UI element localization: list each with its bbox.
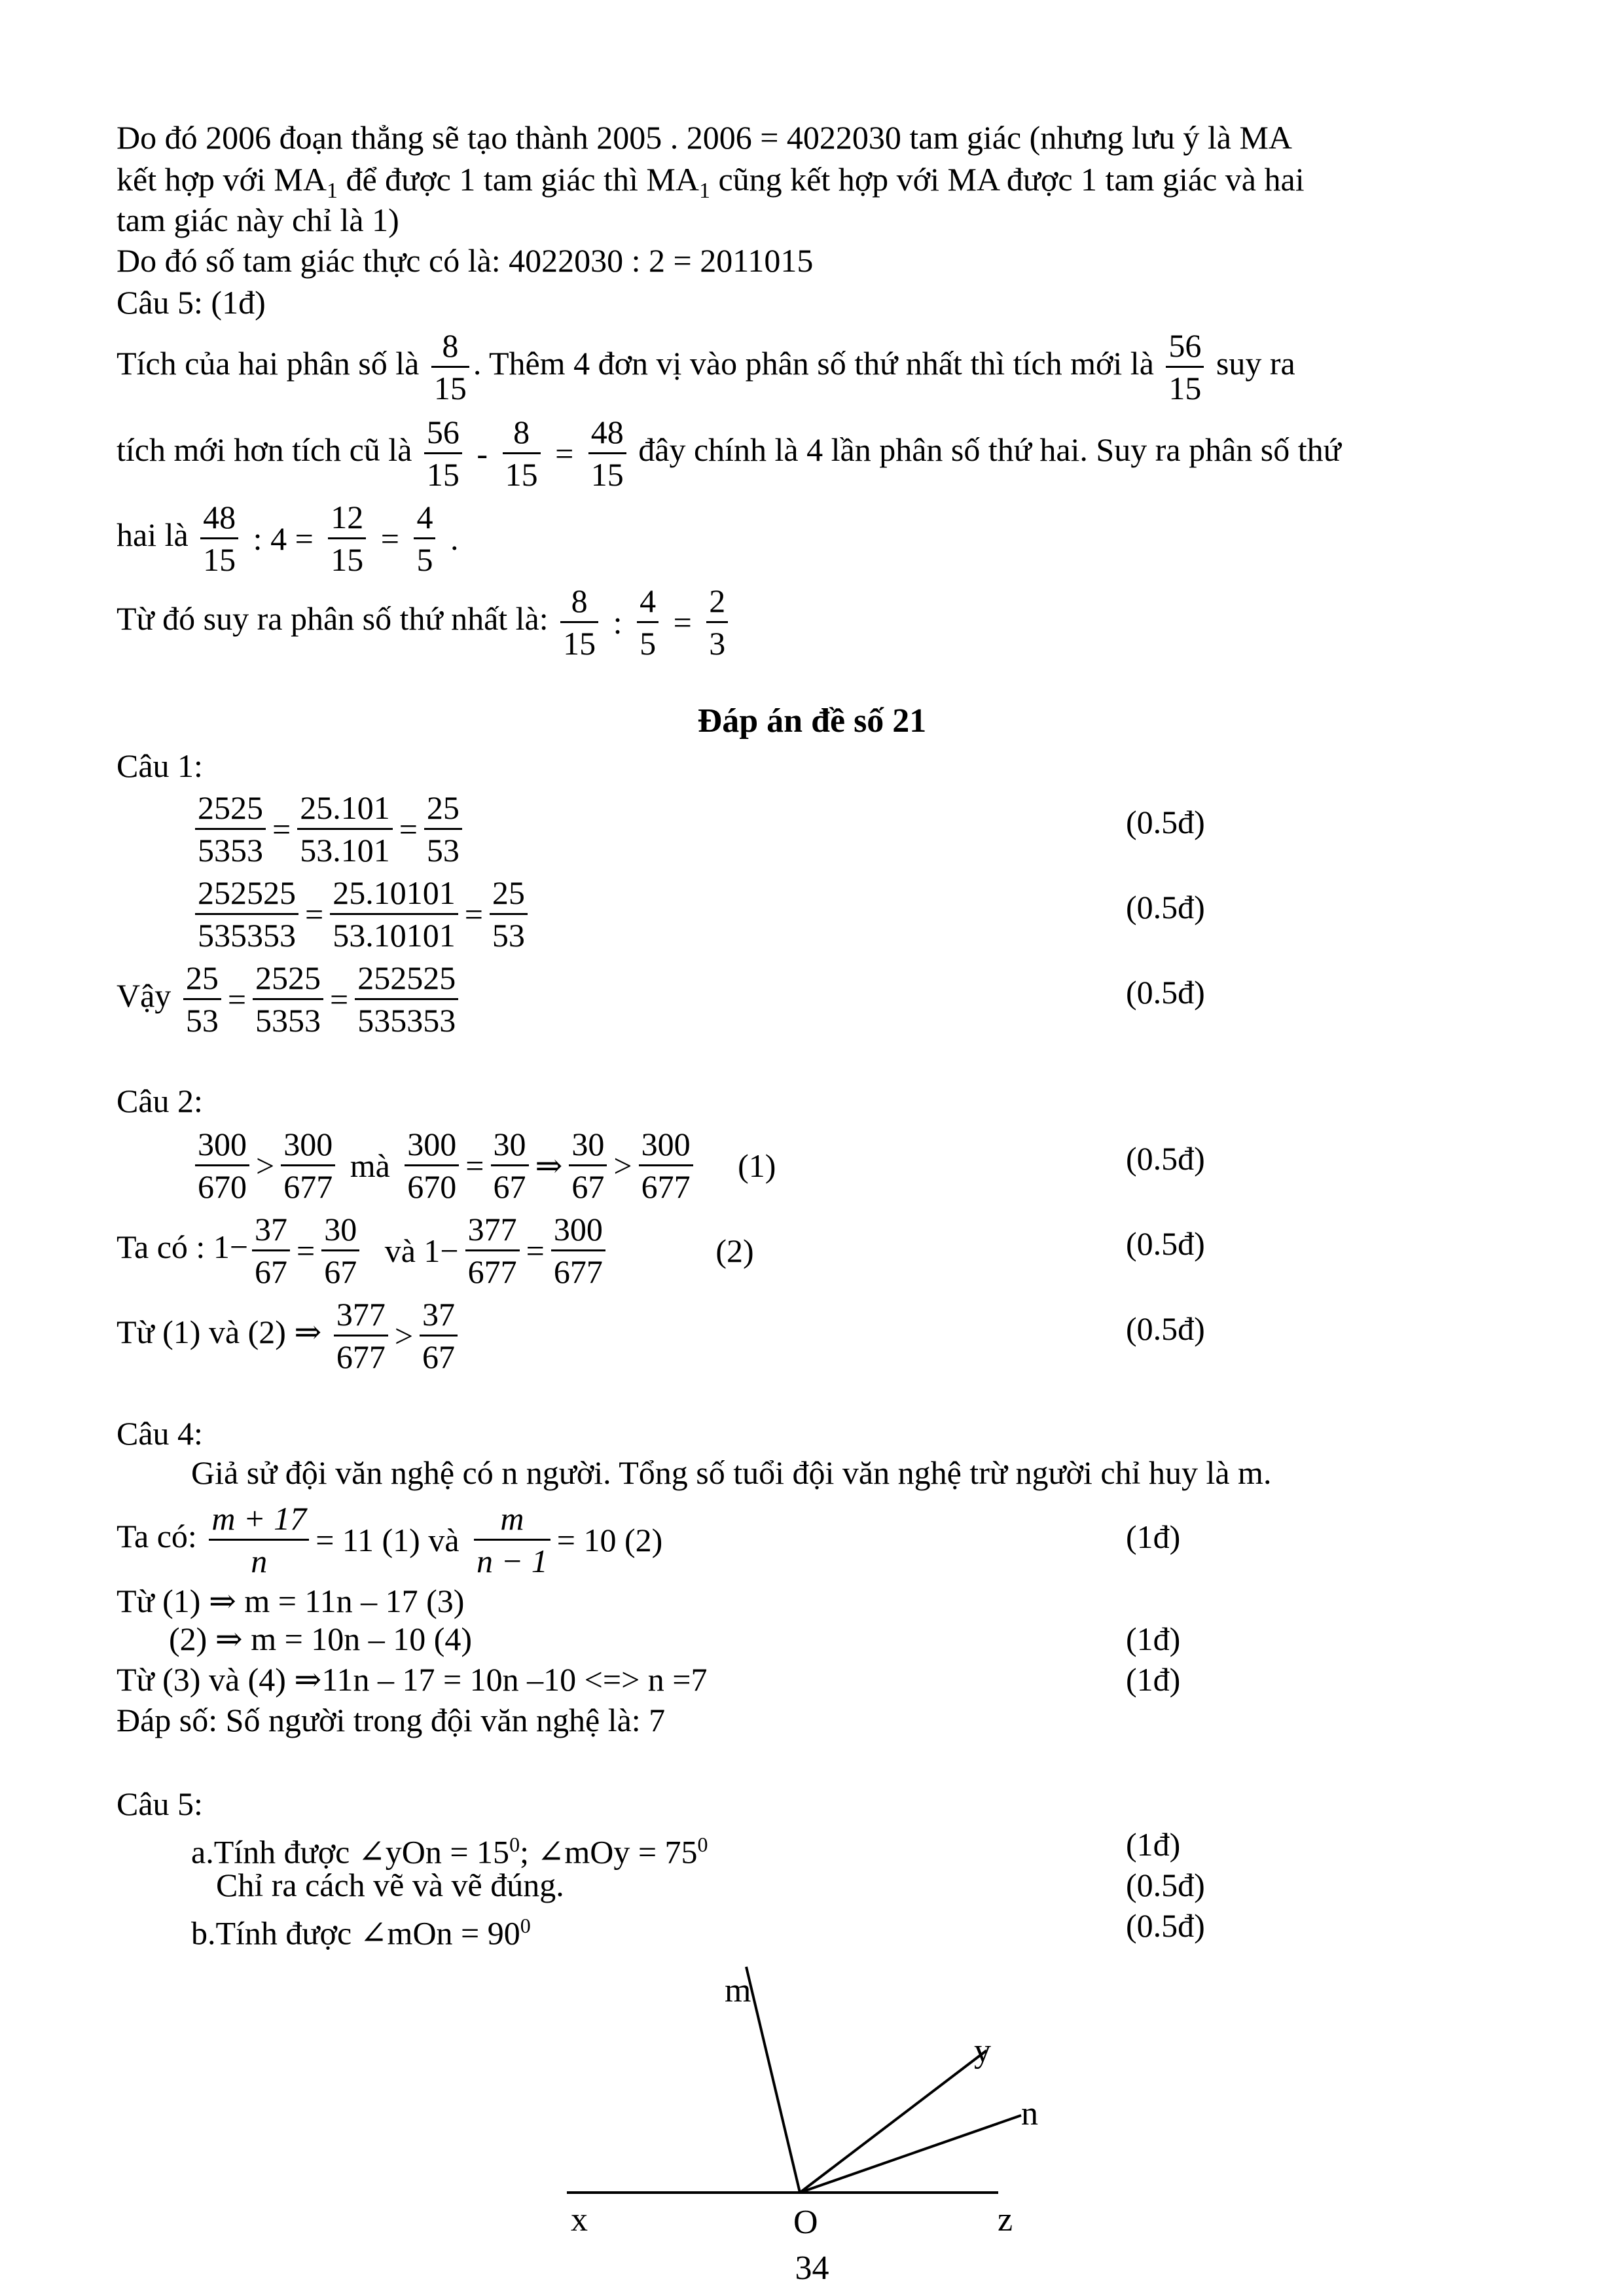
text-line: Từ (1) ⇒ m = 11n – 17 (3) <box>117 1583 465 1619</box>
points-label: (0.5đ) <box>1126 1907 1205 1944</box>
equation-row: Vậy $\frac{25}{53}$ = $\frac{2525}{5353}$ = $\frac{252525}{535353}$ <box>117 953 462 1042</box>
fraction: $\frac{4}{5}$ <box>637 584 659 660</box>
points-label: (0.5đ) <box>1126 1225 1205 1262</box>
points-label: (0.5đ) <box>1126 804 1205 840</box>
points-label: (1đ) <box>1126 1621 1181 1657</box>
fraction: $\frac{8}{15}$ <box>560 584 598 660</box>
fraction: $\frac{4}{5}$ <box>414 501 435 576</box>
text-line: Do đó 2006 đoạn thẳng sẽ tạo thành 2005 . 2006 = 4022030 tam giác (nhưng lưu ý là MA <box>117 119 1293 156</box>
fraction: $\frac{2}{3}$ <box>706 584 728 660</box>
equation-row: $\frac{2525}{5353}$ = $\frac{25.101}{53.101}$ = $\frac{25}{53}$ <box>191 783 466 872</box>
equation-row: Từ (1) và (2) ⇒ $\frac{377}{677}$ > $\frac{37}{67}$ <box>117 1289 461 1378</box>
points-label: (1đ) <box>1126 1518 1181 1555</box>
text-line-with-fractions: tích mới hơn tích cũ là $\frac{56}{15}$ - $\frac{8}{15}$ = $\frac{48}{15}$ đây chính là 4 lần phân số thứ hai. Suy ra phân số thứ <box>117 414 1341 493</box>
text-line-with-fractions: hai là $\frac{48}{15}$ : 4 = $\frac{12}{15}$ = $\frac{4}{5}$ . <box>117 499 459 579</box>
points-label: (0.5đ) <box>1126 1310 1205 1347</box>
text-line: Từ (3) và (4) ⇒11n – 17 = 10n –10 <=> n =7 <box>117 1661 708 1698</box>
fraction: $\frac{8}{15}$ <box>431 329 469 404</box>
equation-row: $\frac{300}{670}$ > $\frac{300}{677}$ mà $\frac{300}{670}$ = $\frac{30}{67}$ ⇒ $\frac{30}{67}$ > $\frac{300}{677}$ (1) <box>191 1119 778 1208</box>
text-line-with-fractions: Tích của hai phân số là $\frac{8}{15}$ . Thêm 4 đơn vị vào phân số thứ nhất thì tích mới là $\frac{56}{15}$ suy ra <box>117 327 1295 407</box>
question-heading: Câu 5: <box>117 1785 203 1822</box>
label-x: x <box>571 2201 588 2238</box>
fraction: $\frac{56}{15}$ <box>1166 329 1204 404</box>
ray-om <box>746 1967 800 2193</box>
section-title: Đáp án đề số 21 <box>697 702 927 740</box>
fraction: $\frac{8}{15}$ <box>503 416 541 491</box>
equation-row: $\frac{252525}{535353}$ = $\frac{25.10101}{53.10101}$ = $\frac{25}{53}$ <box>191 868 532 957</box>
text-line: tam giác này chỉ là 1) <box>117 202 399 238</box>
text-line: b.Tính được ∠mOn = $90^0$ <box>191 1914 531 1952</box>
section-heading: Câu 5: (1đ) <box>117 284 266 321</box>
question-heading: Câu 1: <box>117 747 203 784</box>
equation-row: Ta có : 1− $\frac{37}{67}$ = $\frac{30}{67}$ và 1− $\frac{377}{677}$ = $\frac{300}{677}$ (2) <box>117 1211 754 1291</box>
text-line: (2) ⇒ m = 10n – 10 (4) <box>169 1621 473 1657</box>
fraction: $\frac{12}{15}$ <box>328 501 366 576</box>
text-line: Chỉ ra cách vẽ và vẽ đúng. <box>216 1867 564 1903</box>
label-y: y <box>974 2032 991 2070</box>
fraction: $\frac{48}{15}$ <box>200 501 238 576</box>
points-label: (0.5đ) <box>1126 889 1205 925</box>
question-heading: Câu 4: <box>117 1415 203 1452</box>
text-line-with-fractions: Từ đó suy ra phân số thứ nhất là: $\frac{8}{15}$ : $\frac{4}{5}$ = $\frac{2}{3}$ <box>117 576 732 665</box>
fraction: $\frac{56}{15}$ <box>424 416 462 491</box>
ray-oy <box>800 2051 986 2193</box>
points-label: (0.5đ) <box>1126 1867 1205 1903</box>
label-O: O <box>793 2204 818 2241</box>
equation-row: Ta có: $\frac{m + 17}{n}$ = 11 (1) và $\frac{m}{n - 1}$ = 10 (2) <box>117 1500 663 1580</box>
fraction: $\frac{48}{15}$ <box>588 416 626 491</box>
points-label: (0.5đ) <box>1126 974 1205 1011</box>
points-label: (1đ) <box>1126 1661 1181 1698</box>
page-number: 34 <box>795 2250 829 2287</box>
text-line: kết hợp với $MA_1$ để được 1 tam giác thì $MA_1$ cũng kết hợp với MA được 1 tam giác và hai <box>117 161 1305 203</box>
label-m: m <box>725 1972 751 2009</box>
label-n: n <box>1021 2095 1038 2132</box>
ray-on <box>800 2115 1021 2193</box>
points-label: (1đ) <box>1126 1826 1181 1863</box>
text-line: Đáp số: Số người trong đội văn nghệ là: 7 <box>117 1702 666 1738</box>
question-heading: Câu 2: <box>117 1083 203 1119</box>
text-line: Do đó số tam giác thực có là: 4022030 : 2 = 2011015 <box>117 242 814 279</box>
label-z: z <box>998 2201 1013 2238</box>
text-line: Giả sử đội văn nghệ có n người. Tổng số tuổi đội văn nghệ trừ người chỉ huy là m. <box>191 1454 1272 1491</box>
points-label: (0.5đ) <box>1126 1140 1205 1177</box>
text-line: a.Tính được ∠yOn = $15^0$; ∠mOy = $75^0$ <box>191 1833 708 1871</box>
